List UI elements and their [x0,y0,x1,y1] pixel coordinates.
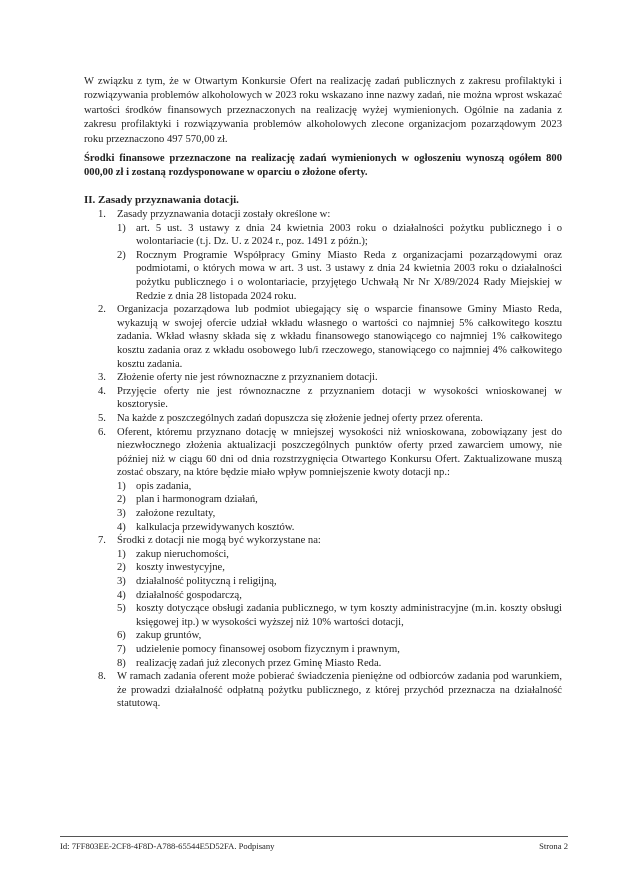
rule-number: 3. [98,372,106,384]
subrule-number: 3) [117,576,126,588]
subrule-text: art. 5 ust. 3 ustawy z dnia 24 kwietnia 2003 roku o działalności pożytku publicznego i o wolontariacie (t.j. Dz. U. z 2024 r., poz. 1491 z późn.); [136,222,562,248]
rule-text: Oferent, któremu przyznano dotację w mniejszej wysokości niż wnioskowana, zobowiązany jest do niezwłocznego złożenia aktualizacji poszczególnych punktów oferty przed zawarciem umowy, nie później niż w ciągu 60 dni od dnia rozstrzygnięcia Otwartego Konkursu Ofert. Zaktualizowane muszą zostać obszary, na które będzie miało wpływ pomniejszenie kwoty dotacji np.: [117,426,562,479]
subrule-item [117,507,562,521]
rule-item [84,385,562,412]
page-number: Strona 2 [539,841,568,851]
rules-list [84,208,562,711]
rule-text: Na każde z poszczególnych zadań dopuszcza się złożenie jednej oferty przez oferenta. [117,412,483,424]
subrule-text: koszty inwestycyjne, [136,562,225,574]
subrule-number: 7) [117,644,126,655]
subrule-text: opis zadania, [136,480,192,492]
subrule-text: koszty dotyczące obsługi zadania publicznego, w tym koszty administracyjne (m.in. koszty obsługi księgowej itp.) w wysokości wyższej niż 10% wartości dotacji, [136,603,562,628]
subrule-number: 2) [117,249,126,261]
rule-number: 7. [98,535,106,547]
subrule-item [117,602,562,629]
rule-item [84,208,562,303]
subrule-item [117,493,562,507]
subrule-item [117,222,562,249]
subrule-text: realizację zadań już zleconych przez Gminę Miasto Reda. [136,657,382,669]
subrule-text: zakup nieruchomości, [136,548,229,560]
subrule-text: zakup gruntów, [136,630,202,642]
rule-text: Środki z dotacji nie mogą być wykorzystane na: [117,535,321,547]
rule-item [84,534,562,670]
subrule-number: 3) [117,508,126,520]
rule-number: 2. [98,304,106,316]
subrule-item [117,561,562,575]
subrule-number: 5) [117,603,126,615]
subrule-item [117,480,562,494]
rule-item [84,303,562,371]
rule-item [84,426,562,535]
subrule-text: działalność polityczną i religijną, [136,576,277,588]
funds-paragraph: Środki finansowe przeznaczone na realizację zadań wymienionych w ogłoszeniu wynoszą ogółem 800 000,00 zł i zostaną rozdysponowane w oparciu o złożone oferty. [84,153,562,179]
subrule-text: Rocznym Programie Współpracy Gminy Miasto Reda z organizacjami pozarządowymi oraz podmiotami, o których mowa w art. 3 ust. 3 ustawy z dnia 24 kwietnia 2003 roku o działalności pożytku publicznego i o wolontariacie, przyjętego Uchwałą Nr Nr X/89/2024 Rady Miejskiej w Redzie z dnia 28 listopada 2024 roku. [136,249,562,302]
footer-divider [60,836,568,837]
rule-text: W ramach zadania oferent może pobierać świadczenia pieniężne od odbiorców zadania pod warunkiem, że prowadzi działalność odpłatną pożytku publicznego, z której przychód przeznacza na działalność statutową. [117,671,562,710]
document-id: Id: 7FF803EE-2CF8-4F8D-A788-65544E5D52FA. Podpisany [60,841,275,851]
subrule-text: działalność gospodarczą, [136,589,242,601]
subrule-item [117,575,562,589]
subrule-item [117,521,562,535]
subrule-item [117,657,562,671]
subrule-text: udzielenie pomocy finansowej osobom fizycznym i prawnym, [136,644,400,655]
subrule-item [117,643,562,657]
rule-text: Zasady przyznawania dotacji zostały określone w: [117,209,331,220]
subrule-number: 4) [117,521,126,533]
section-heading: II. Zasady przyznawania dotacji. [84,194,239,206]
subrule-number: 6) [117,630,126,642]
rule-text: Przyjęcie oferty nie jest równoznaczne z przyznaniem dotacji w wysokości wnioskowanej w kosztorysie. [117,385,562,411]
subrule-number: 1) [117,222,126,234]
subrule-number: 8) [117,657,126,669]
rule-number: 1. [98,209,106,220]
rule-number: 5. [98,412,106,424]
subrule-number: 1) [117,548,126,560]
subrule-text: plan i harmonogram działań, [136,494,258,506]
rule-text: Złożenie oferty nie jest równoznaczne z przyznaniem dotacji. [117,372,378,384]
subrule-text: założone rezultaty, [136,508,216,520]
subrule-item [117,249,562,303]
rule-item [84,670,562,711]
subrule-number: 2) [117,494,126,506]
intro-paragraph: W związku z tym, że w Otwartym Konkursie Ofert na realizację zadań publicznych z zakresu profilaktyki i rozwiązywania problemów alkoholowych w 2023 roku wskazano inne nazwy zadań, nie można wprost wskazać wartości środków finansowych przeznaczonych na realizację wyżej wymienionych. Ogólnie na zadania z zakresu profilaktyki i rozwiązywania problemów alkoholowych zlecone organizacjom pozarządowym 2023 roku przeznaczono 497 570,00 zł. [84,76,562,145]
subrule-item [117,548,562,562]
subrule-number: 2) [117,562,126,574]
rule-sublist [117,480,562,534]
rule-sublist [117,222,562,304]
subrule-number: 1) [117,480,126,492]
rule-number: 4. [98,385,106,397]
rule-sublist [117,548,562,670]
subrule-number: 4) [117,589,126,601]
rule-item [84,412,562,426]
rule-number: 6. [98,426,106,438]
subrule-text: kalkulacja przewidywanych kosztów. [136,521,295,533]
rule-number: 8. [98,671,106,683]
subrule-item [117,629,562,643]
rule-text: Organizacja pozarządowa lub podmiot ubiegający się o wsparcie finansowe Gminy Miasto Reda, wykazują w swojej ofercie udział wkładu własnego o wartości co najmniej 5% całkowitego kosztu zadania. Wkład własny składa się z wkładu finansowego stanowiącego co najmniej 1% całkowitego kosztu zadania oraz z wkładu osobowego lub/i rzeczowego, stanowiącego co najmniej 4% całkowitego kosztu zadania. [117,304,562,370]
subrule-item [117,589,562,603]
rule-item [84,371,562,385]
